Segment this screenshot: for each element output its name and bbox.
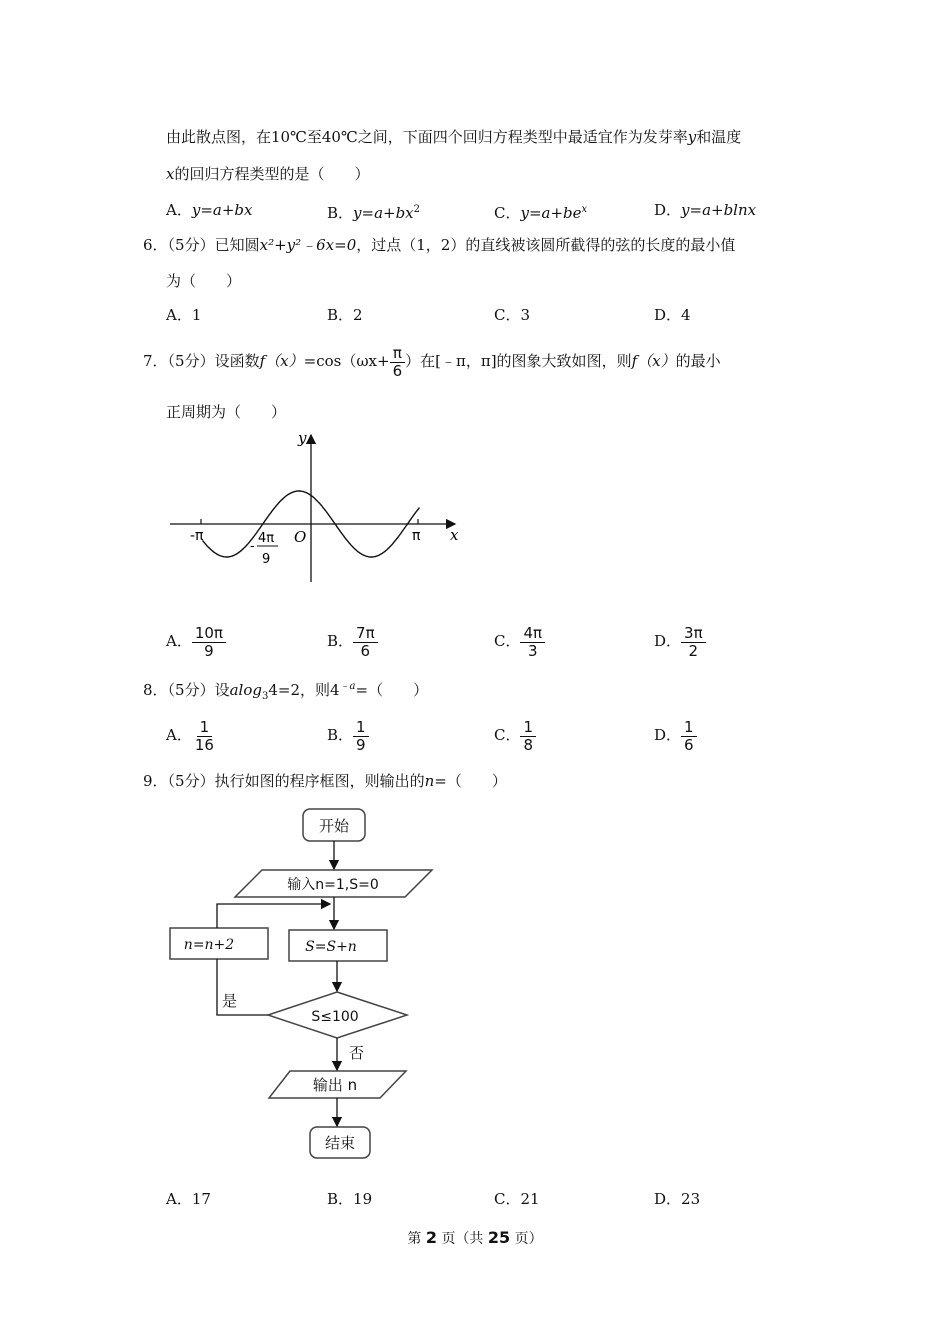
q7-cosine-graph (160, 425, 480, 590)
footer-post: 页） (514, 1231, 543, 1247)
q7-option-d[interactable] (654, 620, 706, 662)
option-label: C． (494, 632, 521, 650)
q9-option-b[interactable] (327, 1189, 372, 1209)
option-label: D． (654, 632, 682, 650)
footer-mid: 页（共 (441, 1231, 484, 1247)
question-number: 9． (143, 772, 168, 790)
q8-expr: alog (229, 681, 262, 699)
option-fraction (681, 625, 706, 660)
q5-option-b[interactable] (327, 200, 420, 223)
question-number: 6． (143, 236, 168, 254)
fraction-denominator: 6 (360, 641, 371, 660)
fraction-numerator: 7π (353, 625, 378, 643)
option-label: B． (327, 306, 354, 324)
option-label: D． (654, 726, 682, 744)
fraction-numerator: 10π (192, 625, 226, 643)
fraction-denominator: 8 (523, 735, 534, 754)
option-sup: x (581, 204, 588, 215)
q5-stem-line2 (166, 164, 369, 184)
q9-option-d[interactable] (654, 1189, 700, 1209)
option-expr: y=a+bx (353, 204, 414, 222)
option-label: B． (327, 1190, 354, 1208)
option-value: 21 (520, 1190, 540, 1208)
option-value: 3 (520, 306, 531, 324)
q8-log-base: 3 (261, 691, 269, 702)
q5-stem-text2: 的回归方程类型的是（ ） (174, 165, 370, 183)
fraction-numerator: 1 (681, 719, 697, 737)
option-fraction (192, 625, 226, 660)
x-axis-label: x (450, 526, 459, 544)
fraction-numerator: 3π (681, 625, 706, 643)
option-fraction (353, 719, 369, 754)
q5-stem-line1 (166, 127, 741, 147)
q8-stem-b: 4=2，则4 (268, 681, 340, 699)
option-value: 17 (191, 1190, 211, 1208)
fraction-denominator: 6 (684, 735, 694, 754)
q9-stem (143, 771, 507, 791)
option-fraction (520, 719, 536, 754)
question-score: （5分） (167, 681, 215, 699)
question-score: （5分） (167, 236, 215, 254)
q7-option-a[interactable] (166, 620, 226, 662)
tick-sign: - (250, 539, 255, 554)
q7-option-c[interactable] (494, 620, 545, 662)
page-total: 25 (487, 1228, 511, 1247)
q5-option-a[interactable] (166, 200, 252, 220)
q9-flowchart (160, 800, 450, 1170)
q6-stem-line2-text: 为（ ） (166, 272, 242, 290)
option-label: B． (327, 632, 354, 650)
option-label: C． (494, 306, 521, 324)
question-score: （5分） (167, 772, 215, 790)
y-axis-label: y (298, 429, 307, 447)
option-label: D． (654, 1190, 682, 1208)
condition-label: S≤100 (311, 1009, 359, 1025)
no-label: 否 (349, 1044, 365, 1062)
q8-stem-a: 设 (214, 681, 230, 699)
option-fraction (681, 719, 697, 754)
update-s-label: S=S+n (305, 939, 357, 955)
q7-stem-line2-text: 正周期为（ ） (166, 403, 287, 421)
option-label: A． (166, 306, 192, 324)
q5-stem-text: 由此散点图，在10℃至40℃之间，下面四个回归方程类型中最适宜作为发芽率 (166, 128, 688, 146)
origin-label: O (294, 528, 307, 546)
q8-stem (143, 677, 428, 707)
q5-var-y: y (687, 128, 697, 146)
option-label: A． (166, 1190, 192, 1208)
option-value: 19 (353, 1190, 373, 1208)
q9-var-n: n (424, 772, 435, 790)
fraction-numerator: 1 (520, 719, 536, 737)
q5-option-d[interactable] (654, 200, 756, 220)
footer-pre: 第 (407, 1231, 422, 1247)
q6-stem-a: 已知圆 (214, 236, 260, 254)
option-label: A． (166, 632, 192, 650)
question-number: 8． (143, 681, 168, 699)
fraction-numerator: 4π (520, 625, 545, 643)
q8-option-c[interactable] (494, 714, 536, 756)
question-score: （5分） (167, 352, 215, 370)
q8-option-a[interactable] (166, 714, 217, 756)
option-value: 2 (353, 306, 363, 324)
fraction-denominator: 3 (528, 641, 538, 660)
q9-option-c[interactable] (494, 1189, 540, 1209)
fraction-numerator: 1 (197, 719, 213, 737)
q8-option-d[interactable] (654, 714, 697, 756)
q7-stem-a: 设函数 (214, 352, 260, 370)
q5-stem-end: 和温度 (696, 128, 742, 146)
option-fraction (192, 719, 217, 754)
input-label: 输入n=1,S=0 (287, 877, 379, 893)
q6-stem-b: ，过点（1，2）的直线被该圆所截得的弦的长度的最小值 (356, 236, 736, 254)
tick-numerator: 4π (258, 531, 275, 546)
tick-denominator: 9 (262, 552, 271, 567)
option-label: C． (494, 726, 521, 744)
option-label: A． (166, 201, 192, 219)
q8-exponent: ﹣a (339, 681, 356, 692)
fraction-denominator: 6 (392, 361, 403, 380)
q5-option-c[interactable] (494, 200, 587, 223)
q7-stem-line1 (143, 340, 721, 382)
option-label: D． (654, 306, 682, 324)
q6-stem-line1 (143, 235, 735, 255)
q7-fx: f（x） (259, 352, 304, 370)
q6-stem-line2 (166, 271, 241, 291)
q5-var-x: x (166, 165, 175, 183)
option-label: A． (166, 726, 192, 744)
q7-stem-c: 的最小 (675, 352, 721, 370)
option-label: B． (327, 204, 354, 222)
question-number: 7． (143, 352, 168, 370)
option-value: 23 (681, 1190, 701, 1208)
option-fraction (520, 625, 545, 660)
q6-circle-equation: x²+y²﹣6x=0 (259, 236, 357, 254)
q6-option-c[interactable] (494, 305, 530, 325)
output-label: 输出 n (312, 1076, 358, 1094)
option-label: C． (494, 204, 521, 222)
fraction-numerator: π (390, 345, 405, 363)
q9-stem-b: =（ ） (434, 772, 507, 790)
q7-option-b[interactable] (327, 620, 378, 662)
loop-back-arrow (217, 904, 330, 928)
q7-stem-line2 (166, 402, 286, 422)
option-label: B． (327, 726, 354, 744)
q6-option-a[interactable] (166, 305, 201, 325)
q8-option-b[interactable] (327, 714, 369, 756)
option-expr: y=a+blnx (681, 201, 757, 219)
option-sup: 2 (413, 204, 421, 215)
page-footer (0, 1228, 950, 1248)
q9-option-a[interactable] (166, 1189, 211, 1209)
yes-label: 是 (222, 992, 238, 1010)
q6-option-d[interactable] (654, 305, 691, 325)
q9-stem-a: 执行如图的程序框图，则输出的 (214, 772, 425, 790)
q7-stem-b: ）在[﹣π，π]的图象大致如图，则 (405, 352, 632, 370)
neg-pi-label: -π (190, 528, 204, 544)
page-number: 2 (425, 1228, 437, 1247)
start-label: 开始 (318, 817, 350, 835)
option-expr: y=a+be (520, 204, 582, 222)
pi-label: π (412, 528, 421, 544)
option-fraction (353, 625, 378, 660)
fraction-denominator: 16 (194, 735, 214, 754)
option-value: 1 (191, 306, 202, 324)
fraction-denominator: 9 (356, 735, 366, 754)
update-n-label: n=n+2 (183, 937, 235, 953)
option-value: 4 (681, 306, 691, 324)
fraction-numerator: 1 (353, 719, 369, 737)
option-expr: y=a+bx (191, 201, 253, 219)
q7-fraction (390, 345, 406, 380)
q7-eq: =cos（ωx+ (303, 352, 390, 370)
q7-fx2: f（x） (631, 352, 676, 370)
fraction-denominator: 2 (688, 641, 699, 660)
fraction-denominator: 9 (204, 641, 214, 660)
option-label: C． (494, 1190, 521, 1208)
end-label: 结束 (324, 1134, 356, 1152)
option-label: D． (654, 201, 682, 219)
q6-option-b[interactable] (327, 305, 363, 325)
q8-stem-c: =（ ） (355, 681, 429, 699)
